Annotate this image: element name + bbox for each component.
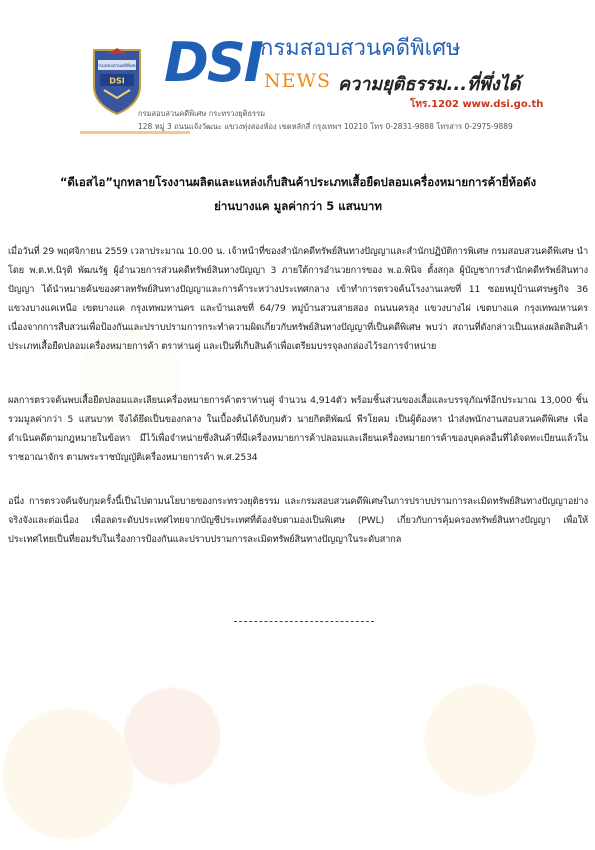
article-paragraph-3: อนึ่ง การตรวจค้นจับกุมครั้งนี้เป็นไปตามนโยบายของกระทรวงยุติธรรม และกรมสอบสวนคดีพิเศษในการปราบปรามการละเมิดทรัพย์สินทางปัญญาอย่างจริงจังและต่อเนื่อง เพื่อลดระดับประเทศไทยจากบัญชีประเทศที่ต้องจับตามองเป็นพิเศษ (PWL) เกี่ยวกับการคุ้มครองทรัพย์สินทางปัญญา เพื่อให้ประเทศไทยเป็นที่ยอมรับในเรื่องการป้องกันและปราบปรามการละเมิดทรัพย์สินทางปัญญาในระดับสากล <box>8 496 588 546</box>
article-paragraph-2: ผลการตรวจค้นพบเสื้อยืดปลอมและเลียนเครื่องหมายการค้าตราห่านคู่ จำนวน 4,914ตัว พร้อมชิ้นส่วนของเสื้อและบรรจุภัณฑ์อีกประมาณ 13,000 ชิ้น รวมมูลค่ากว่า 5 แสนบาท จึงได้ยึดเป็นของกลาง ในเบื้องต้นได้จับกุมตัว นายกิตติพัฒน์ พีรโยคม เป็นผู้ต้องหา นำส่งพนักงานสอบสวนคดีพิเศษ เพื่อดำเนินคดีตามกฎหมายในข้อหา มีไว้เพื่อจำหน่ายซึ่งสินค้าที่มีเครื่องหมายการค้าปลอมและเลียนเครื่องหมายการค้าของบุคคลอื่นที่ได้จดทะเบียนแล้วในราชอาณาจักร ตามพระราชบัญญัติเครื่องหมายการค้า พ.ศ.2534 <box>8 395 588 464</box>
logo-initials: DSI <box>109 76 125 86</box>
dsi-brand-mark: DSI <box>164 31 262 94</box>
department-name: กรมสอบสวนคดีพิเศษ <box>260 36 461 61</box>
address-line-1: กรมสอบสวนคดีพิเศษ กระทรวงยุติธรรม <box>138 109 266 118</box>
motto: ความยุติธรรม...ที่พึ่งได้ <box>338 74 521 95</box>
background-watermark <box>360 640 595 840</box>
logo-caption: กรมสอบสวนคดีพิเศษ <box>96 64 138 69</box>
dsi-emblem-logo <box>86 46 148 116</box>
background-watermark <box>0 660 250 850</box>
header-accent-rule <box>80 131 190 134</box>
news-label: NEWS <box>264 70 332 92</box>
article-paragraph-1: เมื่อวันที่ 29 พฤศจิกายน 2559 เวลาประมาณ 10.00 น. เจ้าหน้าที่ของสำนักคดีทรัพย์สินทางปัญญาและสำนักปฏิบัติการพิเศษ กรมสอบสวนคดีพิเศษ นำโดย พ.ต.ท.นิรุติ พัฒนรัฐ ผู้อำนวยการส่วนคดีทรัพย์สินทางปัญญา 3 ภายใต้การอำนวยการของ พ.อ.พินิจ ตั้งสกุล ผู้บัญชาการสำนักคดีทรัพย์สินทางปัญญา ได้นำหมายค้นของศาลทรัพย์สินทางปัญญาและการค้าระหว่างประเทศกลาง เข้าทำการตรวจค้นโรงงานเลขที่ 11 ซอยหมู่บ้านเศรษฐกิจ 36 แขวงบางแคเหนือ เขตบางแค กรุงเทพมหานคร และบ้านเลขที่ 64/79 หมู่บ้านสวนสายสอง ถนนนครลุง แขวงบางไผ่ เขตบางแค กรุงเทพมหานคร เนื่องจากการสืบสวนเพื่อป้องกันและปราบปรามการกระทำความผิดเกี่ยวกับทรัพย์สินทางปัญญาที่เป็นคดีพิเศษ พบว่า สถานที่ดังกล่าวเป็นแหล่งผลิตสินค้าประเภทเสื้อยืดปลอมเครื่องหมายการค้า ตราห่านคู่ และเป็นที่เก็บสินค้าเพื่อเตรียมบรรจุลงกล่องไว้รอการจำหน่าย <box>8 246 588 353</box>
end-separator <box>234 621 374 622</box>
headline-line-2: ย่านบางแค มูลค่ากว่า 5 แสนบาท <box>214 199 382 213</box>
letterhead <box>80 28 565 133</box>
article-headline <box>28 170 568 218</box>
hotline-website: โทร.1202 www.dsi.go.th <box>410 99 544 110</box>
headline-line-1: “ดีเอสไอ”บุกทลายโรงงานผลิตและแหล่งเก็บสินค้าประเภทเสื้อยืดปลอมเครื่องหมายการค้ายี่ห้อดัง <box>59 175 537 189</box>
address-line-2: 128 หมู่ 3 ถนนแจ้งวัฒนะ แขวงทุ่งสองห้อง เขตหลักสี่ กรุงเทพฯ 10210 โทร 0-2831-9888 โทรสาร 0-2975-9889 <box>138 122 513 131</box>
